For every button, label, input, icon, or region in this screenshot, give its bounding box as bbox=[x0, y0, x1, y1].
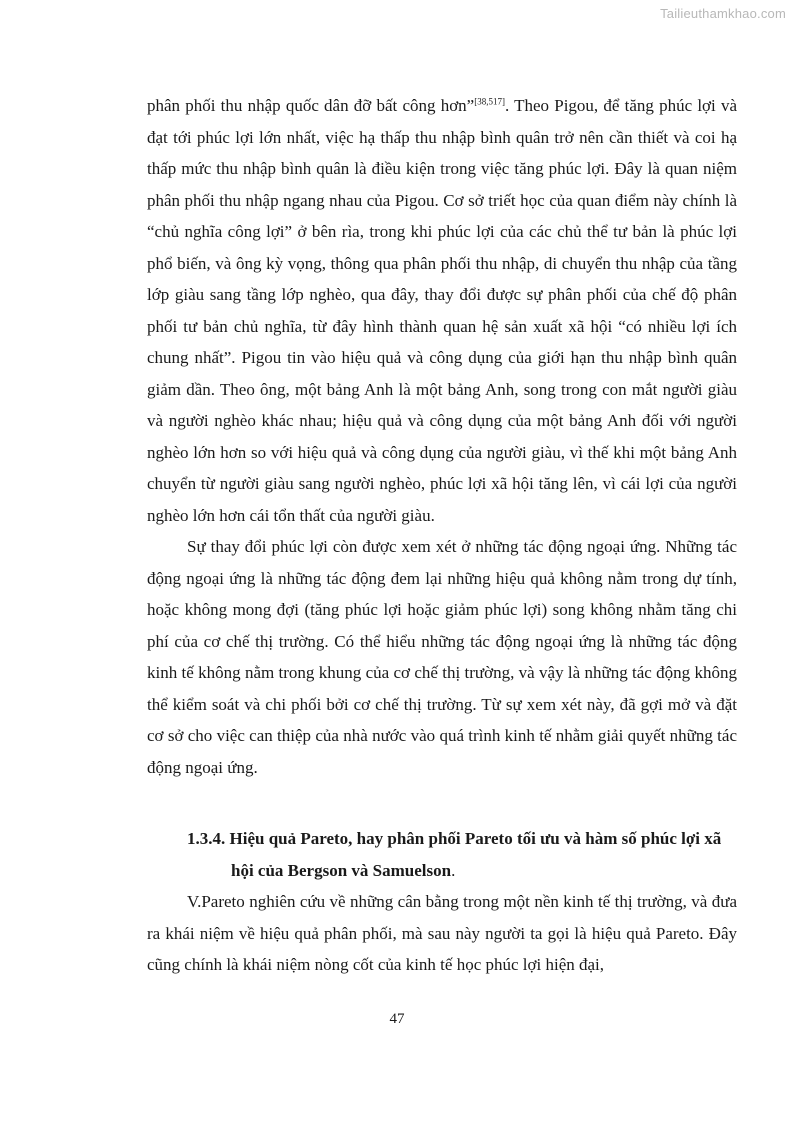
page-number: 47 bbox=[389, 1011, 405, 1027]
section-heading bbox=[147, 823, 737, 886]
section-heading-text: 1.3.4. Hiệu quả Pareto, hay phân phối Pareto tối ưu và hàm số phúc lợi xã hội của Bergson và Samuelson bbox=[187, 829, 722, 880]
watermark: Tailieuthamkhao.com bbox=[660, 6, 786, 21]
paragraph-text: . Theo Pigou, để tăng phúc lợi và đạt tới phúc lợi lớn nhất, việc hạ thấp thu nhập bình quân trở nên cần thiết và coi hạ thấp mức thu nhập bình quân là điều kiện trong việc tăng phúc lợi. Đây là quan niệm phân phối thu nhập ngang nhau của Pigou. Cơ sở triết học của quan điểm này chính là “chủ nghĩa công lợi” ở bên rìa, trong khi phúc lợi của các chủ thể tư bản là phúc lợi phổ biến, và ông kỳ vọng, thông qua phân phối thu nhập, di chuyển thu nhập của tầng lớp giàu sang tầng lớp nghèo, qua đây, thay đổi được sự phân phối của chế độ phân phối tư bản chủ nghĩa, từ đây hình thành quan hệ sản xuất xã hội “có nhiều lợi ích chung nhất”. Pigou tin vào hiệu quả và công dụng của giới hạn thu nhập bình quân giảm dần. Theo ông, một bảng Anh là một bảng Anh, song trong con mắt người giàu và người nghèo khác nhau; hiệu quả và công dụng của một bảng Anh đối với người nghèo lớn hơn so với hiệu quả và công dụng của người giàu, vì thế khi một bảng Anh chuyển từ người giàu sang người nghèo, phúc lợi xã hội tăng lên, vì cái lợi của người nghèo lớn hơn cái tổn thất của người giàu. bbox=[147, 96, 737, 525]
paragraph-externalities: Sự thay đổi phúc lợi còn được xem xét ở những tác động ngoại ứng. Những tác động ngoại ứng là những tác động đem lại những hiệu quả không nằm trong dự tính, hoặc không mong đợi (tăng phúc lợi hoặc giảm phúc lợi) song không nhằm tăng chi phí của cơ chế thị trường. Có thể hiểu những tác động ngoại ứng là những tác động kinh tế không nằm trong khung của cơ chế thị trường, và vậy là những tác động không thể kiểm soát và chi phối bởi cơ chế thị trường. Từ sự xem xét này, đã gợi mở và đặt cơ sở cho việc can thiệp của nhà nước vào quá trình kinh tế nhằm giải quyết những tác động ngoại ứng. bbox=[147, 537, 737, 777]
section-heading-period: . bbox=[451, 860, 456, 880]
paragraph-pareto: V.Pareto nghiên cứu về những cân bằng trong một nền kinh tế thị trường, và đưa ra khái niệm về hiệu quả phân phối, mà sau này người ta gọi là hiệu quả Pareto. Đây cũng chính là khái niệm nòng cốt của kinh tế học phúc lợi hiện đại, bbox=[147, 892, 737, 974]
paragraph-text: phân phối thu nhập quốc dân đỡ bất công hơn” bbox=[147, 96, 475, 115]
citation: [38,517] bbox=[474, 96, 505, 107]
document-body bbox=[147, 90, 737, 981]
paragraph-pigou bbox=[147, 90, 737, 531]
